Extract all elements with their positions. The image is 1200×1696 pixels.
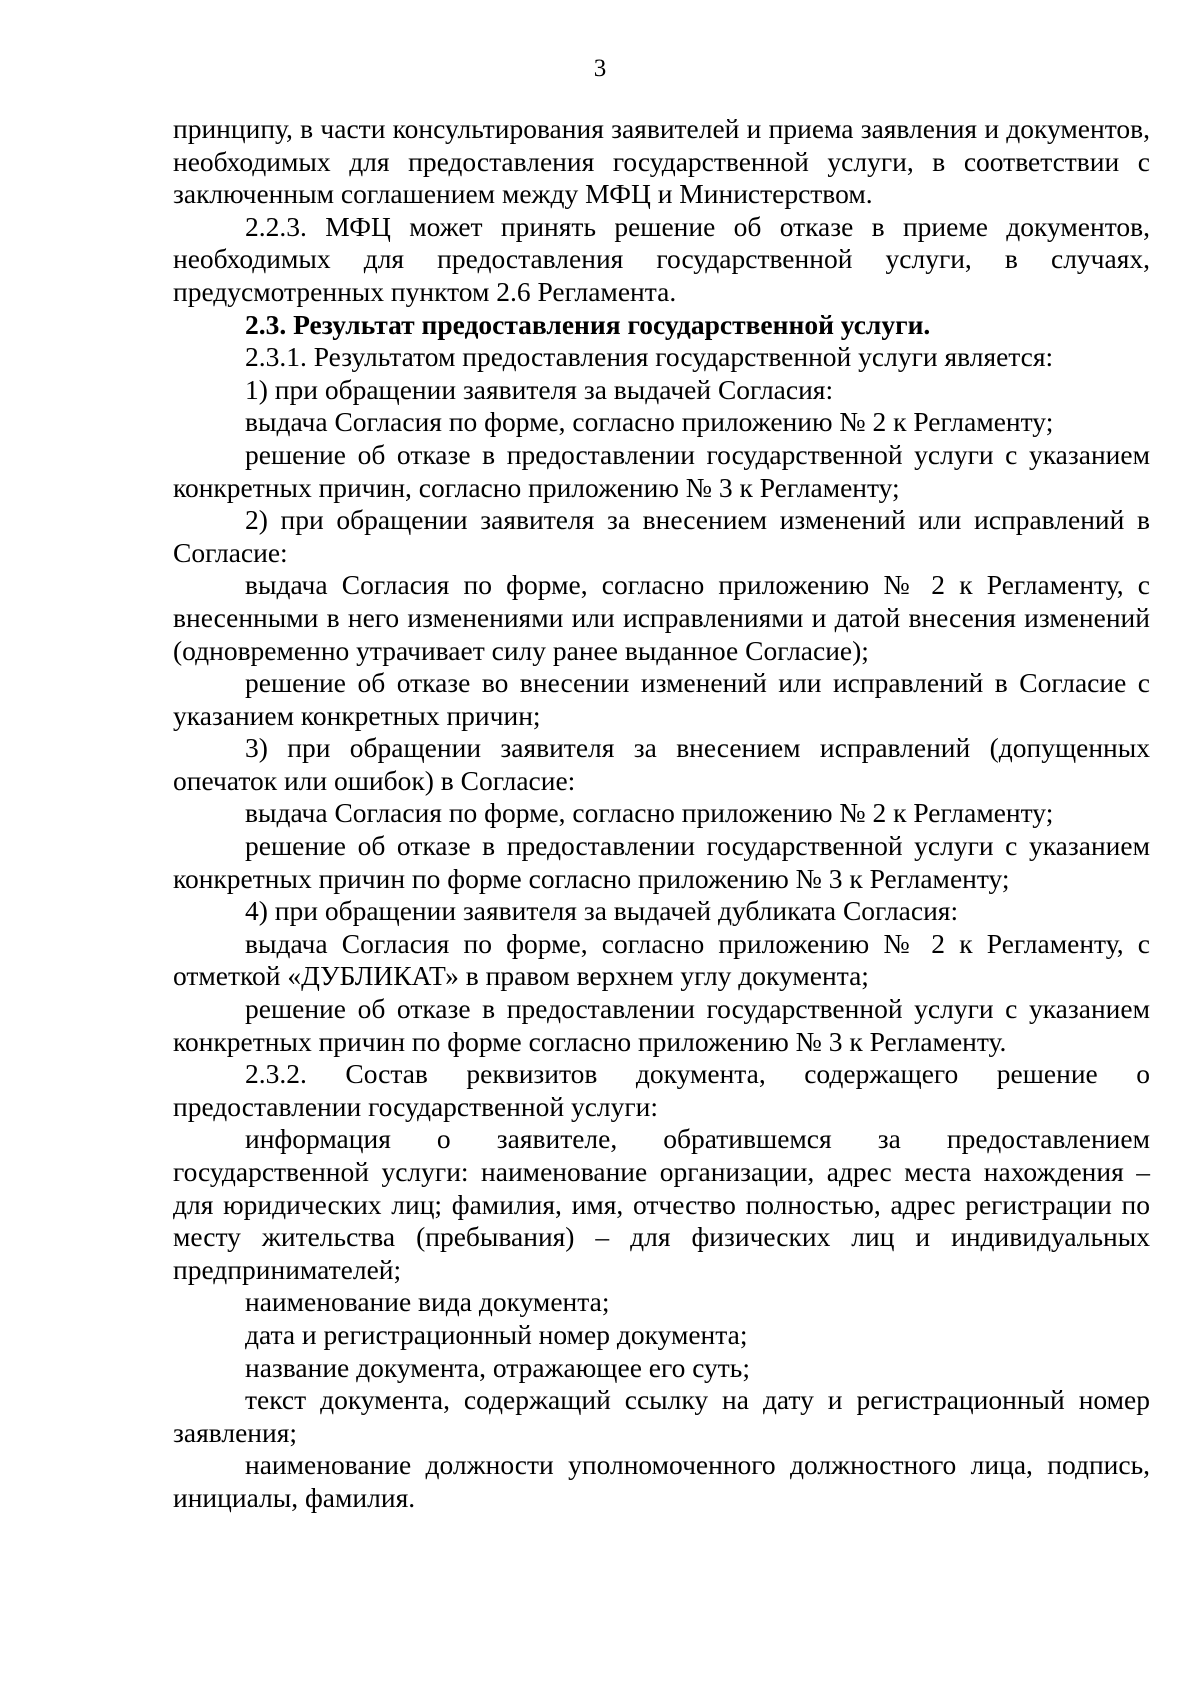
paragraph: 2.3.1. Результатом предоставления государственной услуги является: <box>245 341 1054 373</box>
paragraph: решение об отказе в предоставлении государственной услуги с указанием конкретных причин по форме согласно приложению № 3 к Регламенту. <box>173 993 1150 1057</box>
page-number: 3 <box>593 55 607 82</box>
paragraph: выдача Согласия по форме, согласно приложению № 2 к Регламенту; <box>245 797 1054 829</box>
paragraph: выдача Согласия по форме, согласно приложению № 2 к Регламенту, с отметкой «ДУБЛИКАТ» в правом верхнем углу документа; <box>173 927 1150 992</box>
paragraph: наименование вида документа; <box>245 1286 610 1318</box>
paragraph: выдача Согласия по форме, согласно приложению № 2 к Регламенту; <box>245 406 1054 438</box>
paragraph: 1) при обращении заявителя за выдачей Согласия: <box>245 373 834 405</box>
paragraph: наименование должности уполномоченного должностного лица, подпись, инициалы, фамилия. <box>173 1449 1150 1513</box>
section-heading: 2.3. Результат предоставления государственной услуги. <box>245 308 931 340</box>
paragraph: 2) при обращении заявителя за внесением изменений или исправлений в Согласие: <box>173 504 1150 568</box>
document-body <box>173 113 1150 1515</box>
paragraph: принципу, в части консультирования заявителей и приема заявления и документов, необходимых для предоставления государственной услуги, в соответствии с заключенным соглашением между МФЦ и Министерством. <box>173 113 1150 210</box>
paragraph: название документа, отражающее его суть; <box>245 1351 750 1383</box>
paragraph: решение об отказе в предоставлении государственной услуги с указанием конкретных причин по форме согласно приложению № 3 к Регламенту; <box>173 830 1150 894</box>
paragraph: 3) при обращении заявителя за внесением исправлений (допущенных опечаток или ошибок) в Согласие: <box>173 732 1150 796</box>
paragraph: 4) при обращении заявителя за выдачей дубликата Согласия: <box>245 895 959 927</box>
paragraph: дата и регистрационный номер документа; <box>245 1318 748 1350</box>
paragraph: решение об отказе во внесении изменений или исправлений в Согласие с указанием конкретных причин; <box>173 667 1150 731</box>
paragraph: 2.3.2. Состав реквизитов документа, содержащего решение о предоставлении государственной услуги: <box>173 1058 1150 1122</box>
paragraph: информация о заявителе, обратившемся за предоставлением государственной услуги: наименование организации, адрес места нахождения – для юридических лиц; фамилия, имя, отчество полностью, адрес регистрации по месту жительства (пребывания) – для физических лиц и индивидуальных предпринимателей; <box>173 1123 1150 1285</box>
paragraph: выдача Согласия по форме, согласно приложению № 2 к Регламенту, с внесенными в него изменениями или исправлениями и датой внесения изменений (одновременно утрачивает силу ранее выданное Согласие); <box>173 569 1150 666</box>
paragraph: текст документа, содержащий ссылку на дату и регистрационный номер заявления; <box>173 1384 1150 1448</box>
paragraph: решение об отказе в предоставлении государственной услуги с указанием конкретных причин, согласно приложению № 3 к Регламенту; <box>173 438 1150 503</box>
paragraph: 2.2.3. МФЦ может принять решение об отказе в приеме документов, необходимых для предоставления государственной услуги, в случаях, предусмотренных пунктом 2.6 Регламента. <box>173 210 1150 307</box>
